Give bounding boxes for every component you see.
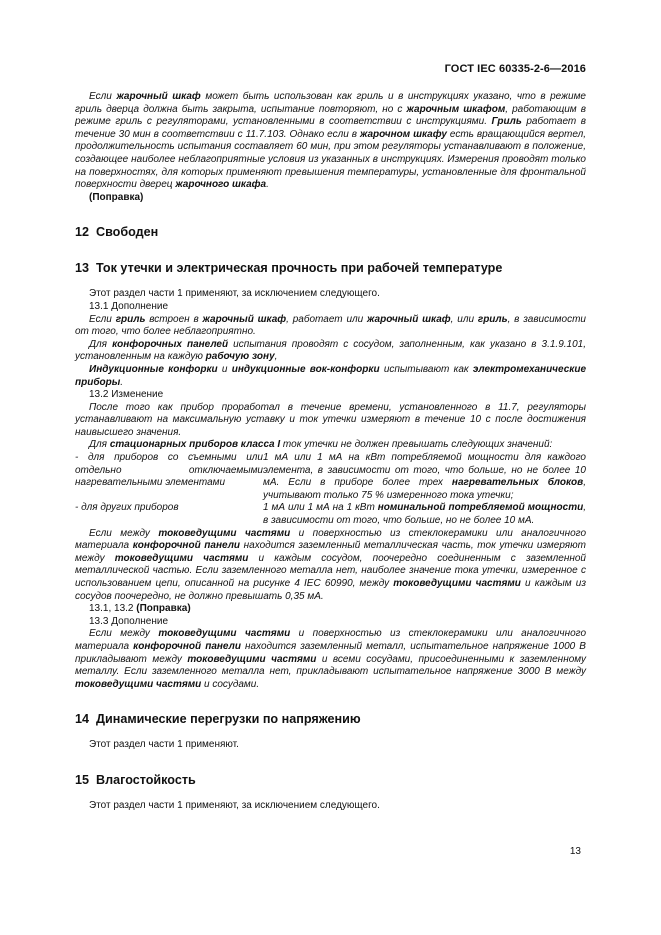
- clause-13-1-label: 13.1 Дополнение: [89, 300, 169, 312]
- text-run: Для: [89, 338, 113, 350]
- amendment-note-13: 13.1, 13.2 (Поправка): [89, 603, 191, 615]
- limit-row-1-condition: - для приборов со съемными или отдельно отключаемыми нагревательными элементами: [75, 452, 263, 489]
- text-run: и поверхностью из стеклокерамики или аналогичного материала: [75, 527, 587, 552]
- defined-term: жарочного шкафа: [175, 179, 267, 191]
- amendment-note: (Поправка): [89, 191, 144, 203]
- defined-term: жарочный шкаф: [202, 313, 287, 325]
- text-run: и: [217, 363, 232, 375]
- section-13-heading: 13 Ток утечки и электрическая прочность при рабочей температуре: [75, 261, 503, 276]
- text-run: , в зависимости от того, что более неблагоприятно.: [75, 313, 586, 338]
- text-run: Если: [89, 91, 117, 102]
- limit-row-1: [75, 452, 586, 502]
- clause-13-2-para-b: [75, 439, 586, 452]
- section-15-heading: 15 Влагостойкость: [75, 772, 196, 787]
- text-run: , работающим в режиме гриль с регуляторами, установленными в соответствии с инструкциями.: [75, 103, 586, 128]
- grill-paragraph: [75, 91, 586, 192]
- text-run: находится заземленный металлическая часть, ток утечки измеряют между: [75, 540, 586, 564]
- text-run: , или: [450, 313, 478, 325]
- text-run: и поверхностью из стеклокерамики или аналогичного материала: [75, 628, 587, 652]
- defined-term: токоведущими частями: [158, 527, 291, 539]
- text-run: , в зависимости от того, что больше, но не более 10 мА.: [263, 502, 586, 527]
- defined-term: токоведущими частями: [187, 653, 317, 665]
- text-run: ток утечки не должен превышать следующих значений:: [280, 439, 553, 451]
- text-run: Если между: [89, 527, 159, 539]
- defined-term: электромеханические приборы: [75, 363, 586, 388]
- limit-row-1-value: [263, 452, 586, 502]
- limit-row-2-condition: - для других приборов: [75, 502, 179, 514]
- text-run: Для: [89, 439, 110, 451]
- page-number: 13: [569, 846, 581, 857]
- defined-term: токоведущими частями: [393, 578, 521, 589]
- section-13-intro: Этот раздел части 1 применяют, за исключением следующего.: [89, 288, 380, 300]
- defined-term: гриль: [115, 313, 146, 325]
- section-15-text: Этот раздел части 1 применяют, за исключением следующего.: [89, 799, 380, 811]
- standard-header: ГОСТ IEC 60335-2-6—2016: [444, 63, 586, 75]
- defined-term: токоведущими частями: [75, 678, 202, 690]
- text-run: Если: [89, 313, 116, 325]
- defined-term: жарочном шкафу: [359, 128, 447, 140]
- defined-term: стационарных приборов класса I: [109, 439, 281, 451]
- text-run: и каждым из сосудов поочередно, не должно превышать 0,35 мА.: [75, 578, 586, 602]
- text-run: и сосудами.: [201, 678, 260, 690]
- defined-term: жарочный шкаф: [367, 313, 451, 325]
- text-run: встроен в: [145, 313, 203, 325]
- defined-term: номинальной потребляемой мощности: [377, 502, 584, 514]
- clause-13-1-para-b: [75, 339, 586, 364]
- text-run: находится заземленный металл, испытательное напряжение 1000 В прикладывают между: [75, 640, 586, 665]
- limit-row-2: [75, 502, 586, 527]
- clause-13-2-label: 13.2 Изменение: [89, 389, 164, 401]
- text-run: .: [120, 376, 124, 388]
- limit-row-2-value: [263, 502, 586, 527]
- defined-term: жарочный шкаф: [116, 91, 201, 102]
- text-run: Если между: [89, 628, 159, 640]
- defined-term: Гриль: [491, 116, 522, 128]
- text-run: может быть использован как гриль и в инструкциях указано, что в режиме гриль дверца должна быть закрыта, испытание повторяют, но с: [75, 91, 586, 115]
- text-run: .: [266, 179, 269, 191]
- text-run: 1 мА или 1 мА на кВт потребляемой мощности для каждого элемента, в зависимости от того, что больше, но не более 10 мА. Если в приборе более трех: [263, 452, 586, 489]
- defined-term: Индукционные конфорки: [89, 363, 218, 375]
- defined-term: жарочным шкафом: [406, 103, 506, 115]
- defined-term: конфорочных панелей: [112, 338, 229, 350]
- text-run: , учитывают только 75 % измеренного тока утечки;: [263, 477, 586, 501]
- defined-term: индукционные вок-конфорки: [231, 363, 380, 375]
- text-run: и каждым сосудом, поочередно соединенным с заземленной металлической частью. Если заземленного металла нет, наиболее значение тока утечки, измеренное с использованием цепи, описанной на рисунке 4 IEC 60990, между: [75, 552, 586, 589]
- text-run: работает в течение 30 мин в соответствии с 11.7.103. Однако если в: [75, 116, 586, 140]
- section-12-heading: 12 Свободен: [75, 225, 159, 240]
- text-run: испытания проводят с сосудом, заполненным, как указано в 3.1.9.101, установленным на каждую: [75, 338, 586, 363]
- page-content: [75, 91, 586, 813]
- text-run: испытывают как: [379, 363, 473, 375]
- defined-term: токоведущими частями: [114, 552, 249, 564]
- clause-13-3-para: [75, 628, 586, 691]
- section-14-heading: 14 Динамические перегрузки по напряжению: [75, 712, 361, 727]
- defined-term: гриль: [477, 313, 508, 325]
- clause-13-2-para-a: После того как прибор проработал в течение времени, установленного в 11.7, регуляторы устанавливают на максимальную уставку и ток утечки измеряют в течение 10 с после достижения наивысшего значения.: [75, 401, 586, 438]
- defined-term: рабочую зону: [205, 351, 275, 363]
- text-run: , работает или: [286, 313, 368, 325]
- clause-13-1-para-a: [75, 314, 586, 339]
- defined-term: нагревательных блоков: [451, 477, 584, 489]
- defined-term: конфорочной панели: [133, 640, 241, 652]
- text-run: и всеми сосудами, присоединенными к заземленному металлу. Если заземленного металла нет, прикладывают испытательное напряжение 3000 В между: [75, 653, 586, 678]
- text-run: ,: [274, 351, 278, 363]
- clause-13-3-label: 13.3 Дополнение: [89, 615, 169, 627]
- section-14-text: Этот раздел части 1 применяют.: [89, 739, 239, 751]
- defined-term: конфорочной панели: [132, 540, 241, 552]
- clause-13-1-para-c: [75, 364, 586, 389]
- text-run: есть вращающийся вертел, продолжительность испытания составляет 60 мин, при этом регуляторы устанавливают в положение, создающее наиболее неблагоприятные условия из указанных в инструкциях. Измерения проводят только на поверхностях, для которых применяют превышения температуры, установленные для фронтальной поверхности дверец: [75, 128, 586, 191]
- clause-13-2-para-c: [75, 528, 586, 604]
- text-run: 1 мА или 1 мА на 1 кВт: [263, 502, 378, 514]
- defined-term: токоведущими частями: [158, 628, 291, 640]
